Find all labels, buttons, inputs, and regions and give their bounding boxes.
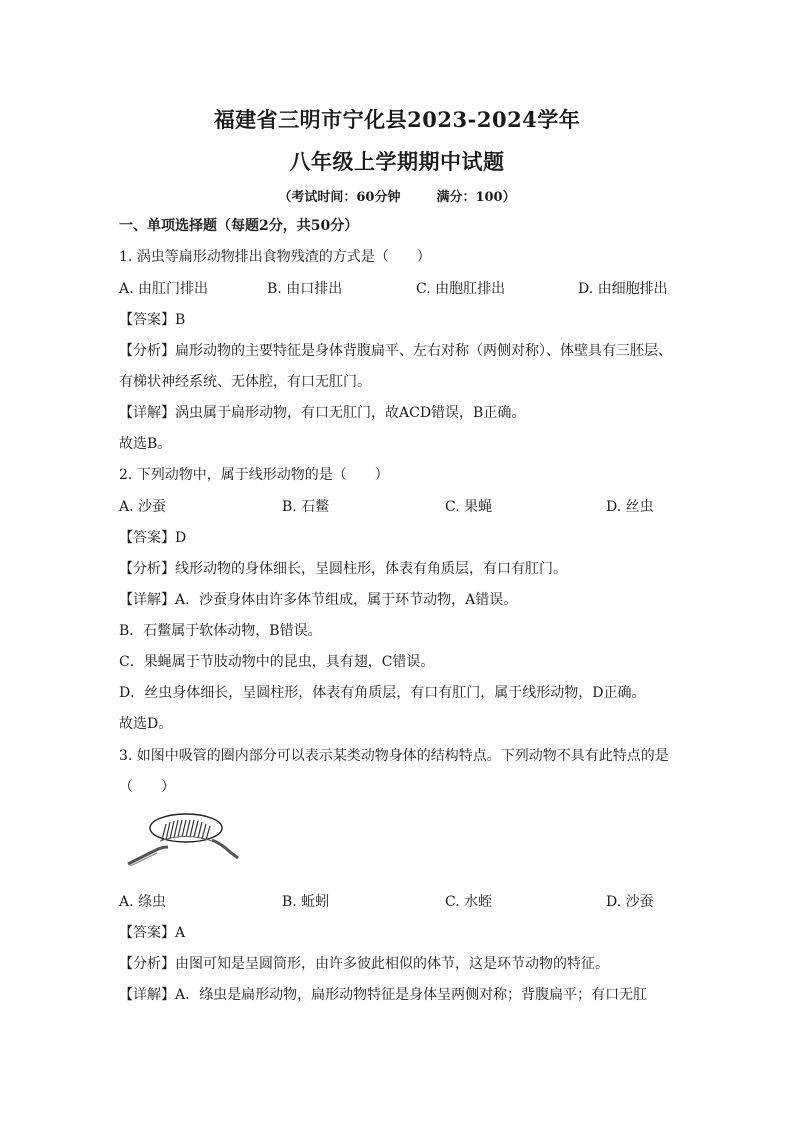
- q2-detail-b: B．石鳖属于软体动物，B错误。: [119, 623, 322, 639]
- q3-stem-1: 3. 如图中吸管的圈内部分可以表示某类动物身体的结构特点。下列动物不具有此特点的是: [119, 748, 669, 764]
- section-heading: 一、单项选择题（每题2分，共50分）: [119, 218, 359, 234]
- exam-time: （考试时间：60分钟: [278, 190, 401, 205]
- q3-detail: 【详解】A．绦虫是扁形动物，扁形动物特征是身体呈两侧对称；背腹扁平；有口无肛: [119, 987, 648, 1003]
- q3-analysis: 【分析】由图可知是呈圆筒形，由许多彼此相似的体节，这是环节动物的特征。: [119, 956, 609, 972]
- q1-analysis-2: 有梯状神经系统、无体腔，有口无肛门。: [119, 374, 371, 390]
- q3-option-a: A. 绦虫: [119, 894, 167, 910]
- q2-option-c: C. 果蝇: [445, 499, 493, 515]
- q1-stem: 1. 涡虫等扁形动物排出食物残渣的方式是（ ）: [119, 249, 431, 265]
- q2-option-d: D. 丝虫: [606, 499, 654, 515]
- q2-option-b: B. 石鳖: [282, 499, 330, 515]
- q1-analysis-1: 【分析】扁形动物的主要特征是身体背腹扁平、左右对称（两侧对称）、体壁具有三胚层、: [119, 343, 672, 359]
- q3-option-d: D. 沙蚕: [606, 894, 654, 910]
- q1-option-c: C. 由胞肛排出: [416, 281, 506, 297]
- q3-option-c: C. 水蛭: [445, 894, 493, 910]
- q2-answer: 【答案】D: [119, 530, 187, 546]
- q1-option-a: A. 由肛门排出: [119, 281, 209, 297]
- q2-conclusion: 故选D。: [119, 716, 173, 732]
- q2-detail-a: 【详解】A．沙蚕身体由许多体节组成，属于环节动物，A错误。: [119, 592, 518, 608]
- q2-analysis: 【分析】线形动物的身体细长，呈圆柱形，体表有角质层，有口有肛门。: [119, 561, 567, 577]
- exam-title-line2: 八年级上学期期中试题: [289, 149, 505, 174]
- q2-detail-c: C．果蝇属于节肢动物中的昆虫，具有翅，C错误。: [119, 654, 435, 670]
- q3-answer: 【答案】A: [119, 925, 186, 941]
- q1-option-d: D. 由细胞排出: [578, 281, 668, 297]
- q2-stem: 2. 下列动物中，属于线形动物的是（ ）: [119, 467, 389, 483]
- q1-option-b: B. 由口排出: [267, 281, 343, 297]
- q2-option-a: A. 沙蚕: [119, 499, 167, 515]
- q1-detail: 【详解】涡虫属于扁形动物，有口无肛门，故ACD错误，B正确。: [119, 405, 526, 421]
- q3-stem-2: （ ）: [119, 779, 175, 795]
- straw-segment-figure: [126, 810, 242, 866]
- q2-detail-d: D．丝虫身体细长，呈圆柱形，体表有角质层，有口有肛门，属于线形动物，D正确。: [119, 685, 646, 701]
- q1-answer: 【答案】B: [119, 312, 186, 328]
- exam-title-line1: 福建省三明市宁化县2023-2024学年: [213, 107, 581, 132]
- q3-option-b: B. 蚯蚓: [282, 894, 330, 910]
- q1-conclusion: 故选B。: [119, 436, 172, 452]
- exam-meta: [0, 186, 794, 205]
- full-marks: 满分：100）: [436, 190, 516, 205]
